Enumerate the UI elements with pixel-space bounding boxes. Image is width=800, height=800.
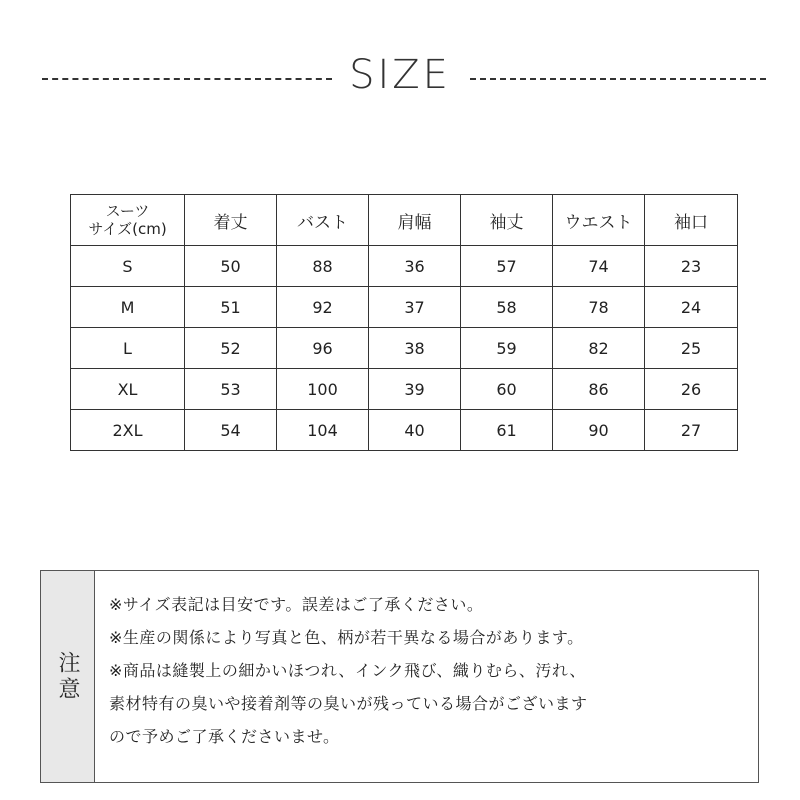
size-label-cell: L (71, 328, 185, 369)
notice-label: 注意 (55, 650, 80, 703)
column-header: 着丈 (185, 195, 277, 246)
notice-line: ※商品は縫製上の細かいほつれ、インク飛び、織りむら、汚れ、 (109, 661, 586, 680)
size-label-cell: S (71, 246, 185, 287)
table-cell: 24 (645, 287, 738, 328)
table-cell: 52 (185, 328, 277, 369)
table-header-row (71, 195, 738, 246)
size-label-cell: 2XL (71, 410, 185, 451)
notice-label-panel (41, 571, 95, 782)
corner-line-2: サイズ(cm) (88, 220, 167, 238)
table-row (71, 246, 738, 287)
table-cell: 58 (461, 287, 553, 328)
table-cell: 50 (185, 246, 277, 287)
notice-line: ※サイズ表記は目安です。誤差はご了承ください。 (109, 595, 484, 614)
table-corner-cell (71, 195, 185, 246)
table-cell: 86 (553, 369, 645, 410)
notice-box (40, 570, 759, 783)
column-header: バスト (277, 195, 369, 246)
column-header: 袖口 (645, 195, 738, 246)
column-header: 袖丈 (461, 195, 553, 246)
header-dash-right (470, 78, 766, 80)
table-cell: 25 (645, 328, 738, 369)
table-row (71, 410, 738, 451)
table-cell: 100 (277, 369, 369, 410)
table-cell: 61 (461, 410, 553, 451)
table-cell: 92 (277, 287, 369, 328)
table-cell: 60 (461, 369, 553, 410)
page-title: SIZE (349, 52, 451, 98)
size-label-cell: M (71, 287, 185, 328)
table-cell: 104 (277, 410, 369, 451)
notice-line: ので予めご了承くださいませ。 (109, 727, 340, 746)
header-dash-left (42, 78, 332, 80)
size-header (0, 48, 800, 108)
table-cell: 59 (461, 328, 553, 369)
table-row (71, 369, 738, 410)
size-table (70, 194, 738, 451)
table-cell: 78 (553, 287, 645, 328)
table-cell: 23 (645, 246, 738, 287)
table-cell: 38 (369, 328, 461, 369)
table-cell: 40 (369, 410, 461, 451)
table-cell: 96 (277, 328, 369, 369)
table-cell: 54 (185, 410, 277, 451)
table-cell: 26 (645, 369, 738, 410)
table-cell: 53 (185, 369, 277, 410)
table-cell: 36 (369, 246, 461, 287)
column-header: 肩幅 (369, 195, 461, 246)
table-cell: 90 (553, 410, 645, 451)
table-cell: 37 (369, 287, 461, 328)
notice-text (109, 588, 750, 753)
size-label-cell: XL (71, 369, 185, 410)
table-cell: 27 (645, 410, 738, 451)
table-cell: 51 (185, 287, 277, 328)
table-cell: 88 (277, 246, 369, 287)
notice-line: ※生産の関係により写真と色、柄が若干異なる場合があります。 (109, 628, 584, 647)
corner-line-1: スーツ (105, 202, 150, 220)
table-cell: 57 (461, 246, 553, 287)
table-row (71, 287, 738, 328)
notice-line: 素材特有の臭いや接着剤等の臭いが残っている場合がございます (109, 694, 588, 713)
table-cell: 74 (553, 246, 645, 287)
table-cell: 82 (553, 328, 645, 369)
table-row (71, 328, 738, 369)
table-cell: 39 (369, 369, 461, 410)
column-header: ウエスト (553, 195, 645, 246)
